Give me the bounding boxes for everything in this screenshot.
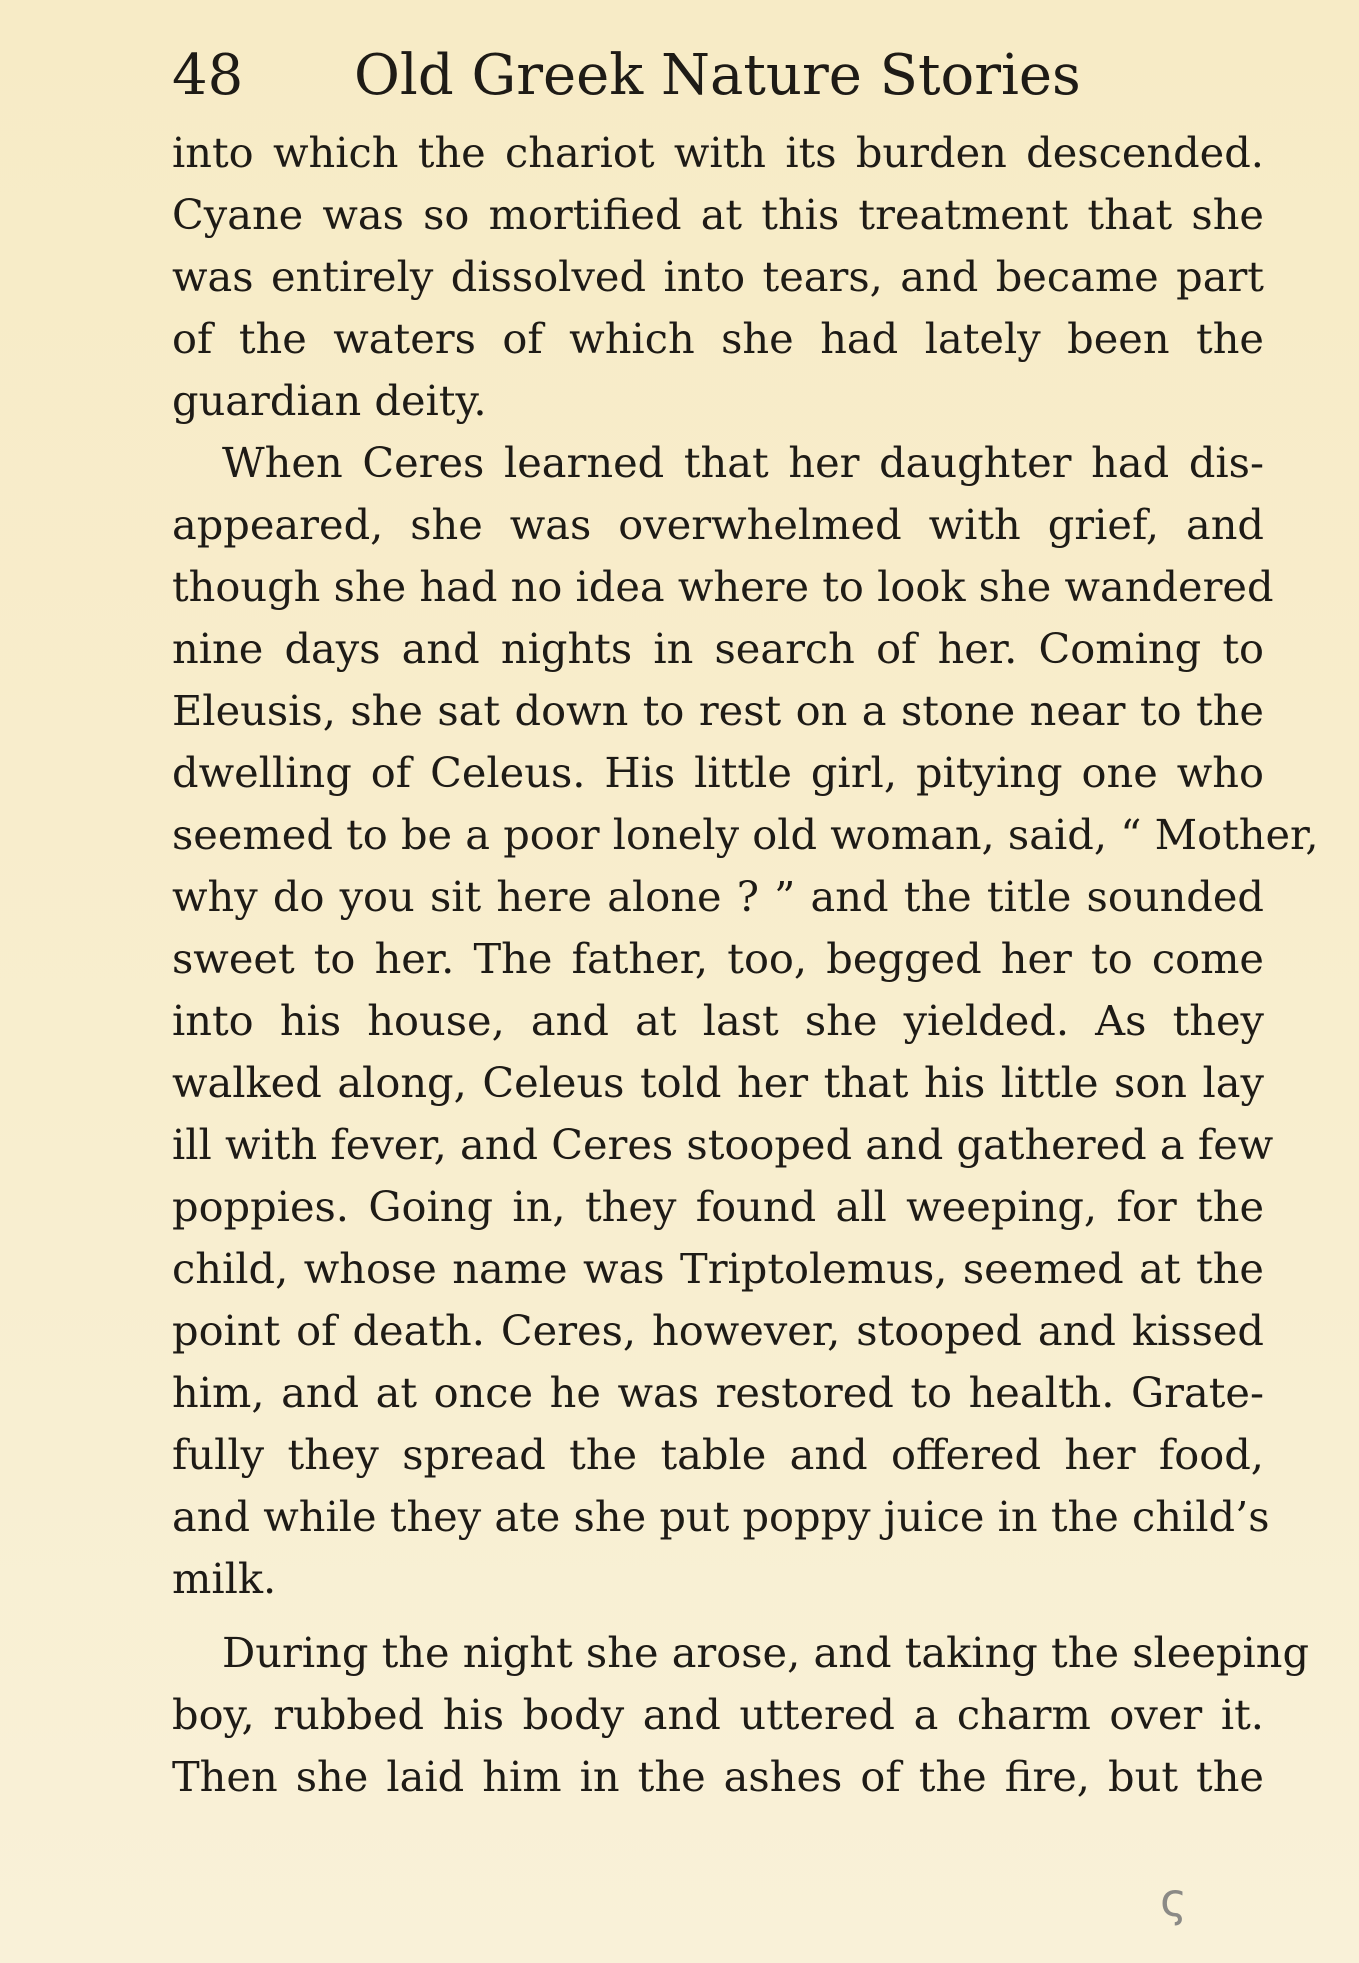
text-line: When Ceres learned that her daughter had dis- <box>222 438 1264 487</box>
text-line: of the waters of which she had lately been the <box>172 314 1264 363</box>
text-line: sweet to her. The father, too, begged her to come <box>172 934 1264 983</box>
text-line: dwelling of Celeus. His little girl, pitying one who <box>172 748 1264 797</box>
text-line: appeared, she was overwhelmed with grief, and <box>172 500 1264 549</box>
running-title: Old Greek Nature Stories <box>354 43 1081 108</box>
text-line: Cyane was so mortified at this treatment that she <box>172 190 1264 239</box>
text-line: walked along, Celeus told her that his little son lay <box>172 1058 1264 1107</box>
text-line: child, whose name was Triptolemus, seemed at the <box>172 1244 1264 1293</box>
page-number: 48 <box>172 43 244 108</box>
text-line: why do you sit here alone ? ” and the title sounded <box>172 872 1264 921</box>
text-line: into his house, and at last she yielded. As they <box>172 996 1264 1045</box>
text-line: and while they ate she put poppy juice in the child’s <box>172 1492 1270 1541</box>
text-line: poppies. Going in, they found all weeping, for the <box>172 1182 1264 1231</box>
text-line: into which the chariot with its burden descended. <box>172 128 1264 177</box>
text-line: point of death. Ceres, however, stooped and kissed <box>172 1306 1264 1355</box>
margin-pencil-mark: ς <box>1160 1873 1187 1927</box>
text-line: him, and at once he was restored to health. Grate- <box>172 1368 1264 1417</box>
text-line: seemed to be a poor lonely old woman, said, “ Mother, <box>172 810 1319 859</box>
text-line: fully they spread the table and offered her food, <box>172 1430 1264 1479</box>
text-line: During the night she arose, and taking the sleeping <box>222 1628 1310 1677</box>
text-line: ill with fever, and Ceres stooped and gathered a few <box>172 1120 1274 1169</box>
text-line: boy, rubbed his body and uttered a charm over it. <box>172 1690 1264 1739</box>
text-line: guardian deity. <box>172 376 487 425</box>
text-line: milk. <box>172 1554 277 1603</box>
text-line: nine days and nights in search of her. Coming to <box>172 624 1264 673</box>
text-line: Then she laid him in the ashes of the fire, but the <box>172 1752 1264 1801</box>
text-line: was entirely dissolved into tears, and became part <box>172 252 1264 301</box>
text-line: Eleusis, she sat down to rest on a stone near to the <box>172 686 1264 735</box>
page-header <box>172 36 1272 116</box>
text-line: though she had no idea where to look she wandered <box>172 562 1274 611</box>
